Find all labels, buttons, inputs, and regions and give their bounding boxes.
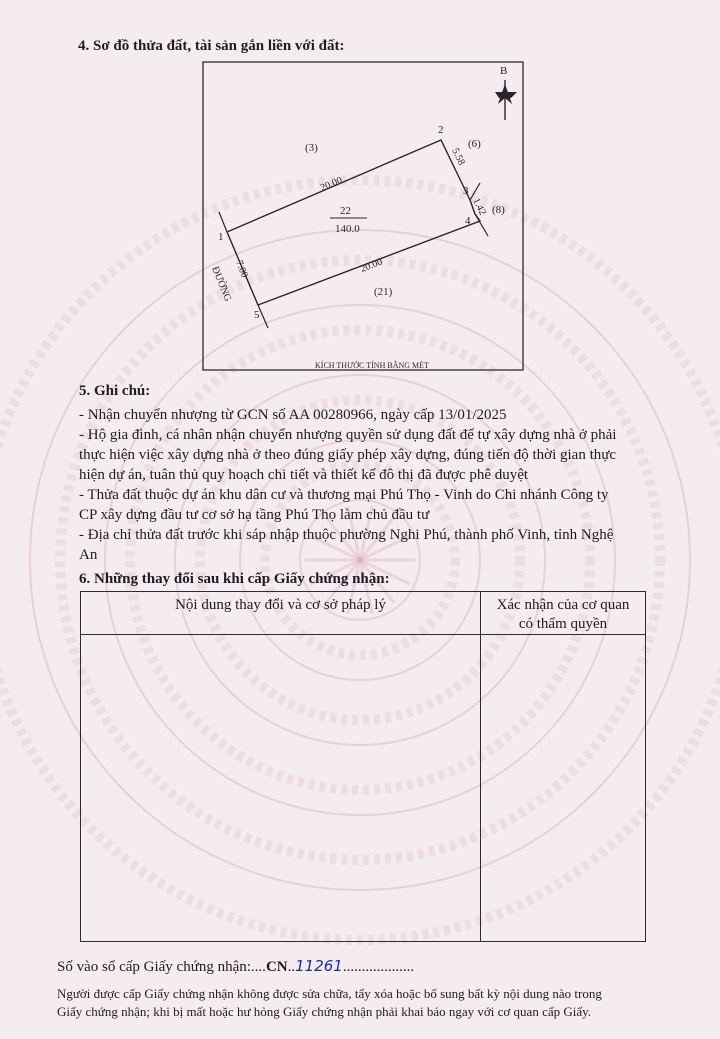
changes-table bbox=[80, 591, 646, 942]
note-line: An bbox=[79, 547, 98, 563]
vertex-label: 1 bbox=[218, 231, 224, 243]
edge-length: 7.00 bbox=[233, 259, 250, 280]
neighbor-parcel: (8) bbox=[492, 204, 505, 216]
note-line: - Thửa đất thuộc dự án khu dân cư và thương mại Phú Thọ - Vinh do Chi nhánh Công ty bbox=[79, 487, 609, 503]
warning-text: Người được cấp Giấy chứng nhận không được sửa chữa, tẩy xóa hoặc bổ sung bất kỳ nội dung nào trong Giấy chứng nhận; khi bị mất hoặc hư hỏng Giấy chứng nhận phải khai báo ngay với cơ quan cấp Giấy. bbox=[57, 986, 602, 1019]
diagram-frame bbox=[203, 62, 523, 370]
road-label: ĐƯỜNG bbox=[209, 265, 234, 304]
note-line: hiện dự án, tuân thủ quy hoạch chi tiết và thiết kế đô thị đã được phê duyệt bbox=[79, 467, 529, 483]
section-5-heading: 5. Ghi chú: bbox=[79, 383, 151, 399]
vertex-label: 4 bbox=[465, 215, 471, 227]
extension-line bbox=[258, 305, 268, 328]
section-6-heading: 6. Những thay đổi sau khi cấp Giấy chứng nhận: bbox=[79, 571, 390, 587]
north-label: B bbox=[500, 65, 508, 77]
vertex-label: 3 bbox=[463, 185, 469, 197]
edge-length: 20.00 bbox=[318, 174, 344, 194]
register-number-line: Số vào sổ cấp Giấy chứng nhận:....CN..11261................... bbox=[57, 957, 415, 975]
extension-line bbox=[475, 214, 488, 236]
handwritten-register-number: 11261 bbox=[295, 957, 343, 975]
note-line: thực hiện việc xây dựng nhà ở theo đúng giấy phép xây dựng, đúng tiến độ thời gian thực bbox=[79, 447, 617, 463]
neighbor-parcel: (6) bbox=[468, 138, 481, 150]
column-header-confirmation: Xác nhận của cơ quan có thẩm quyền bbox=[481, 592, 646, 635]
edge-length: 1.42 bbox=[470, 196, 488, 218]
edge-length: 5.58 bbox=[449, 146, 467, 168]
parcel-number: 22 bbox=[340, 205, 351, 217]
notes bbox=[79, 405, 679, 565]
note-line: - Nhận chuyển nhượng từ GCN số AA 00280966, ngày cấp 13/01/2025 bbox=[79, 407, 507, 423]
north-arrow-icon bbox=[495, 65, 517, 120]
note-line: CP xây dựng đầu tư cơ sở hạ tầng Phú Thọ làm chủ đầu tư bbox=[79, 507, 430, 523]
edge-length: 20.00 bbox=[359, 256, 385, 275]
vertex-label: 5 bbox=[254, 309, 260, 321]
neighbor-parcel: (21) bbox=[374, 286, 393, 298]
extension-line bbox=[219, 212, 227, 232]
parcel-area: 140.0 bbox=[335, 223, 360, 235]
note-line: - Hộ gia đình, cá nhân nhận chuyển nhượng quyền sử dụng đất để tự xây dựng nhà ở phải bbox=[79, 427, 617, 443]
changes-content-cell bbox=[81, 635, 481, 942]
register-prefix: CN bbox=[265, 959, 288, 975]
parcel-diagram bbox=[0, 0, 720, 400]
confirmation-cell bbox=[481, 635, 646, 942]
column-header-changes: Nội dung thay đổi và cơ sở pháp lý bbox=[81, 592, 481, 635]
scale-note: KÍCH THƯỚC TÍNH BẰNG MÉT bbox=[315, 361, 429, 370]
note-line: - Địa chỉ thửa đất trước khi sáp nhập thuộc phường Nghi Phú, thành phố Vinh, tỉnh Nghệ bbox=[79, 527, 614, 543]
section-4-heading: 4. Sơ đồ thửa đất, tài sản gắn liền với đất: bbox=[78, 38, 345, 54]
neighbor-parcel: (3) bbox=[305, 142, 318, 154]
vertex-label: 2 bbox=[438, 124, 444, 136]
